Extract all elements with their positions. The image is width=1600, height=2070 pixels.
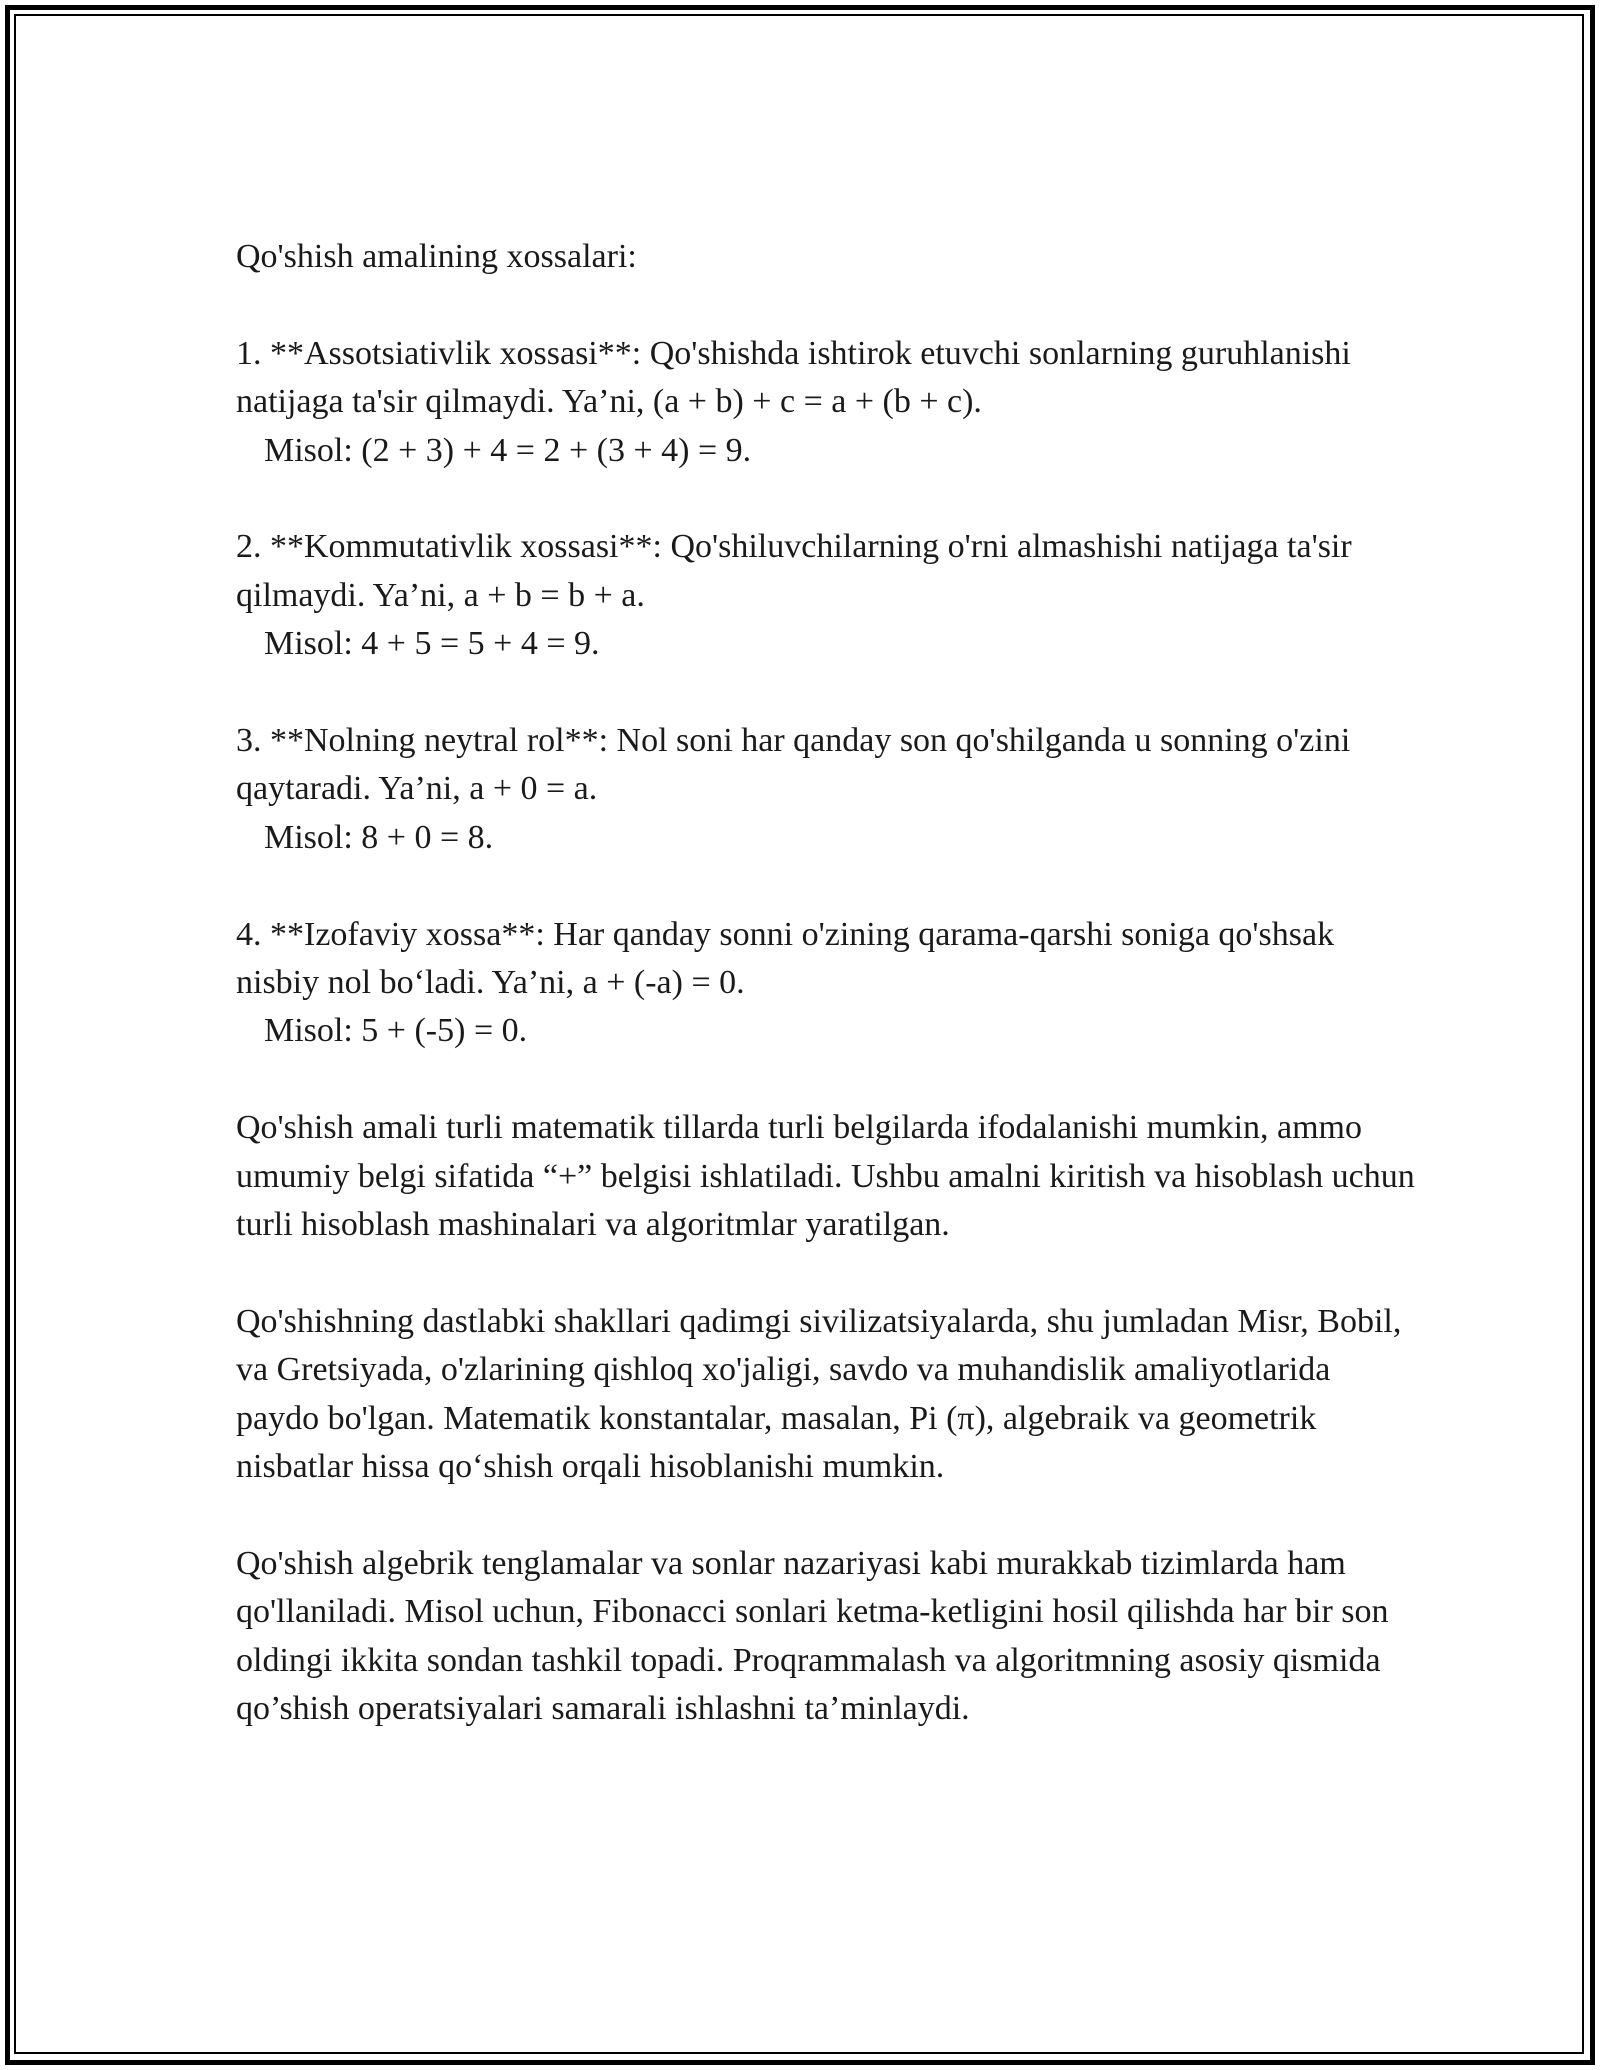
- property-text: 4. **Izofaviy xossa**: Har qanday sonni o'zining qarama-qarshi soniga qo'shsak nisbiy nol bo‘ladi. Ya’ni, a + (-a) = 0.: [236, 915, 1335, 1002]
- property-text: 2. **Kommutativlik xossasi**: Qo'shiluvchilarning o'rni almashishi natijaga ta'sir qilmaydi. Ya’ni, a + b = b + a.: [236, 528, 1352, 614]
- document-body: [236, 233, 1416, 1782]
- document-heading: Qo'shish amalining xossalari:: [236, 238, 637, 275]
- property-item: [236, 911, 1416, 1056]
- property-example: Misol: 8 + 0 = 8.: [264, 818, 494, 856]
- property-example: Misol: 4 + 5 = 5 + 4 = 9.: [264, 625, 600, 663]
- paragraph-block: [236, 1540, 1416, 1734]
- paragraph-block: [236, 1104, 1416, 1249]
- heading-block: [236, 233, 1416, 281]
- paragraph-block: [236, 1298, 1416, 1492]
- property-item: [236, 330, 1416, 475]
- property-example: Misol: (2 + 3) + 4 = 2 + (3 + 4) = 9.: [264, 431, 752, 469]
- body-paragraph: Qo'shishning dastlabki shakllari qadimgi sivilizatsiyalarda, shu jumladan Misr, Bobil, va Gretsiyada, o'zlarining qishloq xo'jaligi, savdo va muhandislik amaliyotlarida paydo bo'lgan. Matematik konstantalar, masalan, Pi (π), algebraik va geometrik nisbatlar hissa qo‘shish orqali hisoblanishi mumkin.: [236, 1302, 1402, 1486]
- body-paragraph: Qo'shish amali turli matematik tillarda turli belgilarda ifodalanishi mumkin, ammo umumiy belgi sifatida “+” belgisi ishlatiladi. Ushbu amalni kiritish va hisoblash uchun turli hisoblash mashinalari va algoritmlar yaratilgan.: [236, 1109, 1415, 1244]
- property-text: 3. **Nolning neytral rol**: Nol soni har qanday son qo'shilganda u sonning o'zini qaytaradi. Ya’ni, a + 0 = a.: [236, 722, 1351, 808]
- property-item: [236, 523, 1416, 668]
- property-text: 1. **Assotsiativlik xossasi**: Qo'shishda ishtirok etuvchi sonlarning guruhlanishi natijaga ta'sir qilmaydi. Ya’ni, (a + b) + c = a + (b + c).: [236, 334, 1351, 421]
- body-paragraph: Qo'shish algebrik tenglamalar va sonlar nazariyasi kabi murakkab tizimlarda ham qo'llaniladi. Misol uchun, Fibonacci sonlari ketma-ketligini hosil qilishda har bir son oldingi ikkita sondan tashkil topadi. Proqrammalash va algoritmning asosiy qismida qo’shish operatsiyalari samarali ishlashni ta’minlaydi.: [236, 1544, 1389, 1728]
- property-item: [236, 717, 1416, 862]
- property-example: Misol: 5 + (-5) = 0.: [264, 1012, 528, 1050]
